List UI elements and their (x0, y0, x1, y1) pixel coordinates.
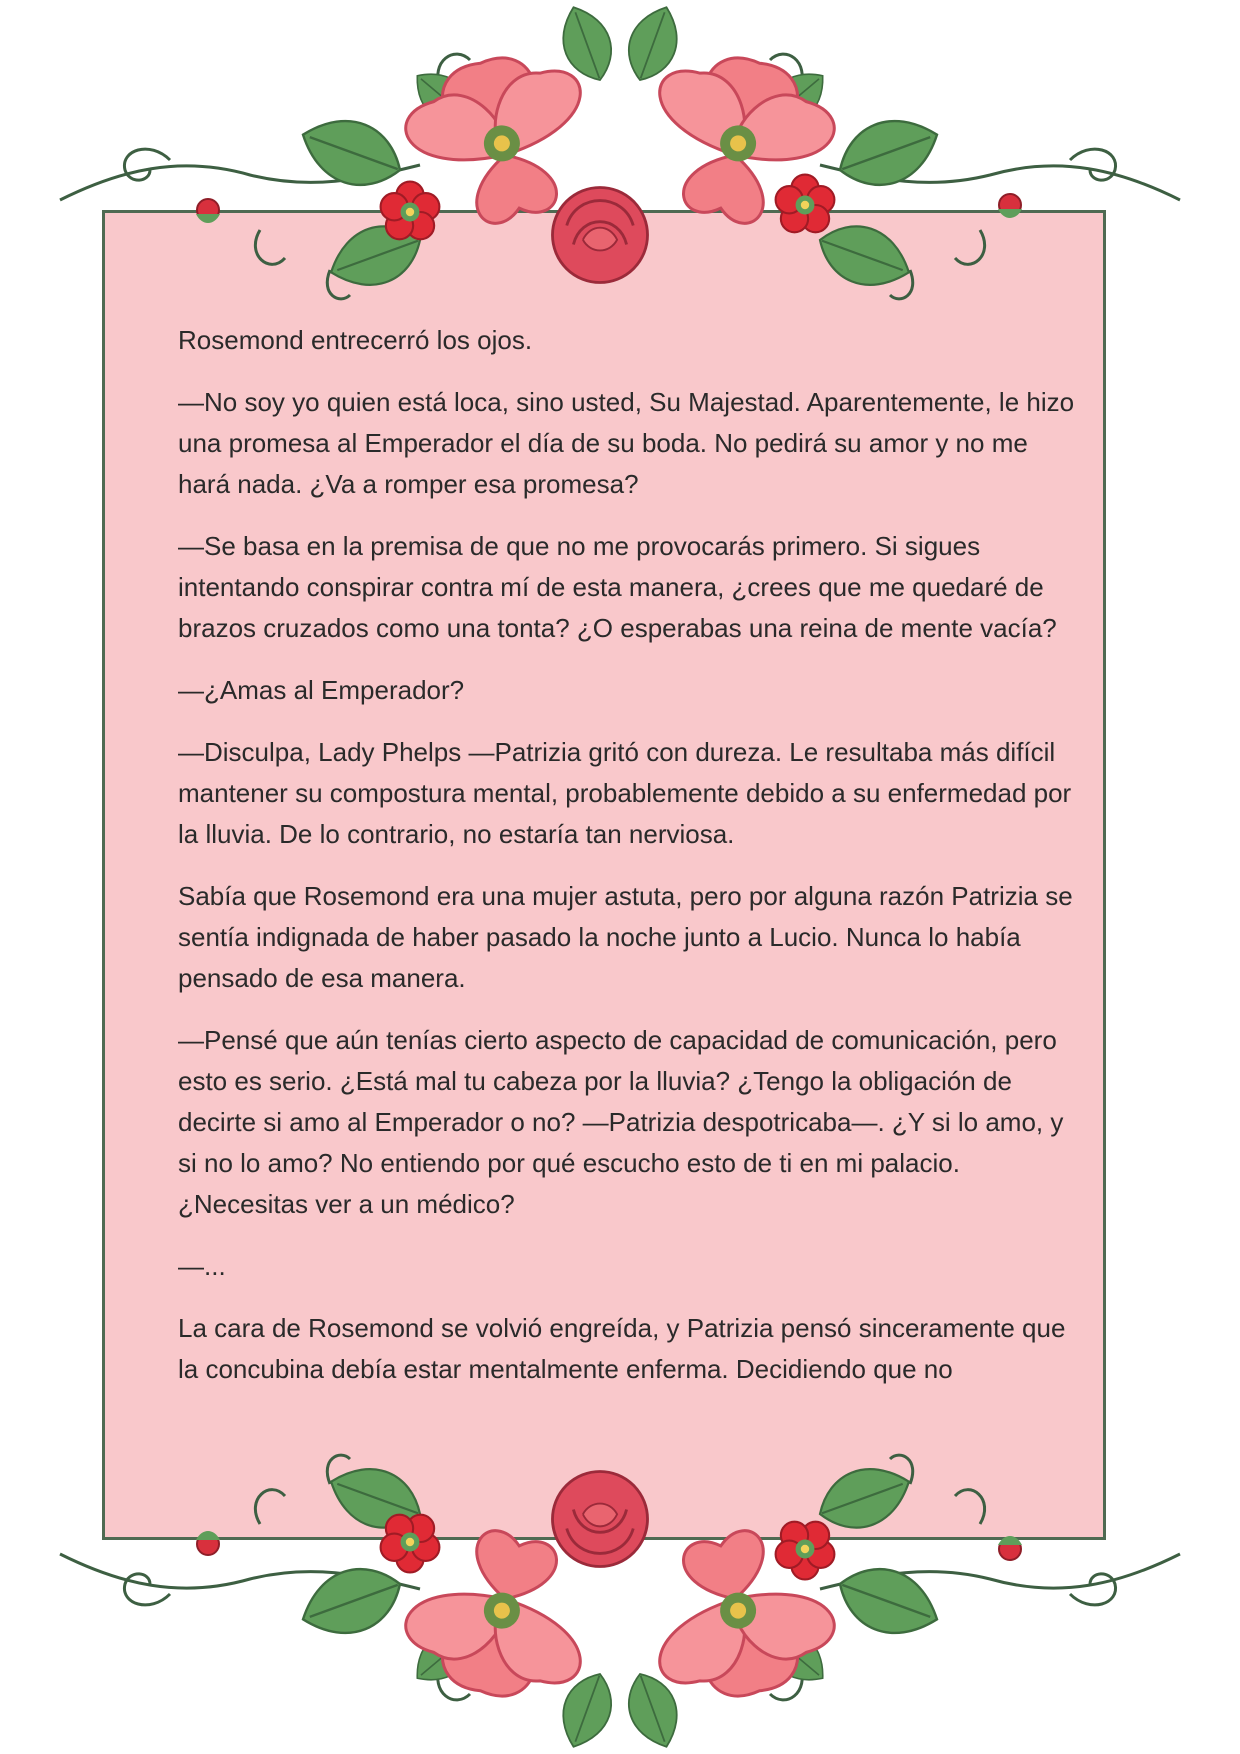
paragraph: La cara de Rosemond se volvió engreída, y Patrizia pensó sinceramente que la concubina debía estar mentalmente enferma. Decidiendo que no (178, 1313, 1066, 1384)
document-body (178, 320, 1078, 1411)
paragraph: Rosemond entrecerró los ojos. (178, 325, 533, 355)
paragraph: —... (178, 1251, 226, 1281)
floral-top-border-icon (60, 0, 1180, 299)
paragraph: —No soy yo quien está loca, sino usted, Su Majestad. Aparentemente, le hizo una promesa al Emperador el día de su boda. No pedirá su amor y no me hará nada. ¿Va a romper esa promesa? (178, 387, 1075, 499)
paragraph: —Se basa en la premisa de que no me provocarás primero. Si sigues intentando conspirar contra mí de esta manera, ¿crees que me quedaré de brazos cruzados como una tonta? ¿O esperabas una reina de mente vacía? (178, 531, 1057, 643)
floral-bottom-border-icon (60, 1455, 1180, 1754)
paragraph: Sabía que Rosemond era una mujer astuta, pero por alguna razón Patrizia se sentía indignada de haber pasado la noche junto a Lucio. Nunca lo había pensado de esa manera. (178, 881, 1073, 993)
paragraph: —Pensé que aún tenías cierto aspecto de capacidad de comunicación, pero esto es serio. ¿Está mal tu cabeza por la lluvia? ¿Tengo la obligación de decirte si amo al Emperador o no? —Patrizia despotricaba—. ¿Y si lo amo, y si no lo amo? No entiendo por qué escucho esto de ti en mi palacio. ¿Necesitas ver a un médico? (178, 1025, 1064, 1219)
paragraph: —Disculpa, Lady Phelps —Patrizia gritó con dureza. Le resultaba más difícil mantener su compostura mental, probablemente debido a su enfermedad por la lluvia. De lo contrario, no estaría tan nerviosa. (178, 737, 1072, 849)
paragraph: —¿Amas al Emperador? (178, 675, 465, 705)
